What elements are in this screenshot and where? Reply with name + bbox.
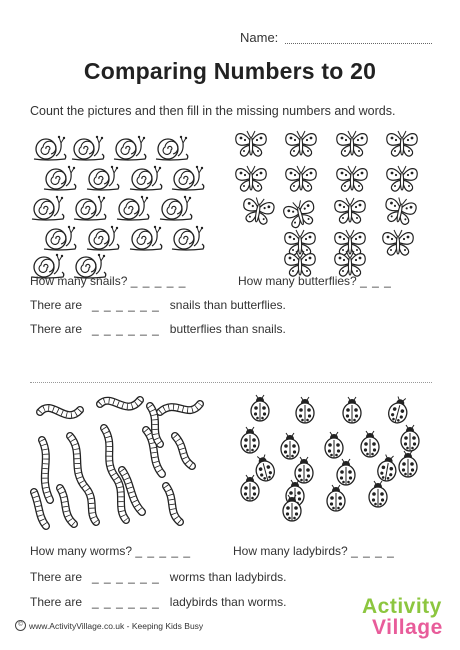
snail-icon [44, 166, 76, 190]
ladybird-icon [327, 485, 345, 511]
ladybird-icon [325, 432, 343, 458]
butterfly-icon [383, 195, 418, 226]
comparison-worms-than-ladybirds [30, 570, 287, 584]
snail-icon [117, 196, 149, 220]
question-label: How many snails? [30, 274, 128, 288]
butterfly-icon [282, 197, 318, 229]
question-label: How many worms? [30, 544, 133, 558]
butterflies-group [236, 131, 418, 276]
there-are-label: There are [30, 595, 83, 609]
question-how-many-butterflies [238, 274, 392, 288]
butterfly-icon [286, 166, 316, 191]
ladybird-icon [337, 459, 355, 485]
ladybird-icon [369, 481, 387, 507]
worm-icon [70, 436, 96, 522]
butterfly-icon [387, 131, 417, 156]
butterfly-icon [335, 230, 365, 255]
answer-blank-worms[interactable]: _ _ _ _ _ [135, 544, 192, 558]
snail-icon [32, 196, 64, 220]
question-how-many-snails [30, 274, 186, 288]
answer-blank-snails[interactable]: _ _ _ _ _ [130, 274, 187, 288]
ladybird-icon [251, 395, 269, 421]
butterfly-icon [335, 198, 365, 223]
worm-icon [34, 492, 46, 526]
ladybird-icon [361, 431, 379, 457]
question-how-many-worms [30, 544, 191, 558]
butterfly-icon [337, 166, 367, 191]
snail-icon [74, 196, 106, 220]
answer-blank-comparison-3[interactable]: _ _ _ _ _ _ [92, 570, 160, 584]
comparison-text: worms than ladybirds. [169, 570, 287, 584]
answer-blank-butterflies[interactable]: _ _ _ [360, 274, 392, 288]
ladybird-icon [281, 433, 299, 459]
butterfly-icon [387, 166, 417, 191]
snail-icon [87, 226, 119, 250]
answer-blank-comparison-1[interactable]: _ _ _ _ _ _ [92, 298, 160, 312]
ladybird-icon [296, 397, 314, 423]
ladybird-icon [386, 395, 410, 425]
comparison-text: ladybirds than worms. [169, 595, 287, 609]
worm-icon [100, 400, 140, 407]
snail-icon [172, 226, 204, 250]
ladybird-icon [343, 397, 361, 423]
instructions: Count the pictures and then fill in the missing numbers and words. [30, 104, 396, 118]
butterfly-icon [285, 251, 315, 276]
section-divider [30, 382, 432, 383]
there-are-label: There are [30, 298, 83, 312]
ladybird-icon [376, 454, 398, 483]
butterfly-icon [337, 131, 367, 156]
ladybird-icon [241, 475, 259, 501]
footer-text: www.ActivityVillage.co.uk - Keeping Kids Busy [29, 620, 204, 631]
snail-icon [44, 226, 76, 250]
comparison-snails-than-butterflies [30, 298, 286, 312]
snail-icon [130, 166, 162, 190]
worm-icon [175, 436, 192, 466]
name-label: Name: [240, 30, 279, 45]
ladybird-icon [252, 453, 276, 483]
question-label: How many ladybirds? [233, 544, 348, 558]
snail-icon [160, 196, 192, 220]
snails-group [32, 136, 204, 278]
copyright-icon: © [15, 620, 26, 631]
worm-icon [166, 486, 180, 522]
butterfly-icon [285, 230, 315, 255]
snail-icon [130, 226, 162, 250]
logo-line-village: Village [372, 616, 443, 639]
answer-blank-comparison-2[interactable]: _ _ _ _ _ _ [92, 322, 160, 336]
snail-icon [156, 136, 188, 160]
snail-icon [87, 166, 119, 190]
ladybird-icon [295, 457, 313, 483]
butterfly-icon [241, 196, 275, 226]
butterfly-icon [286, 131, 316, 156]
comparison-text: butterflies than snails. [169, 322, 286, 336]
ladybirds-group [241, 395, 419, 521]
butterfly-icon [335, 251, 365, 276]
ladybird-icon [399, 451, 417, 477]
butterfly-icon [383, 230, 413, 255]
worms-group [34, 400, 200, 526]
comparison-ladybirds-than-worms [30, 595, 287, 609]
question-label: How many butterflies? [238, 274, 357, 288]
butterfly-icon [236, 166, 266, 191]
worm-icon [40, 408, 80, 415]
snail-icon [172, 166, 204, 190]
footer [15, 620, 203, 631]
snail-icon [34, 136, 66, 160]
worm-icon [160, 404, 200, 412]
worm-icon [42, 440, 50, 500]
ladybird-icon [241, 427, 259, 453]
there-are-label: There are [30, 322, 83, 336]
answer-blank-comparison-4[interactable]: _ _ _ _ _ _ [92, 595, 160, 609]
activity-village-logo [362, 596, 448, 644]
answer-blank-ladybirds[interactable]: _ _ _ _ [351, 544, 395, 558]
there-are-label: There are [30, 570, 83, 584]
comparison-text: snails than butterflies. [169, 298, 286, 312]
comparison-butterflies-than-snails [30, 322, 286, 336]
snail-icon [114, 136, 146, 160]
ladybird-icon [401, 425, 419, 451]
page-title: Comparing Numbers to 20 [83, 58, 377, 84]
snail-icon [72, 136, 104, 160]
question-how-many-ladybirds [233, 544, 395, 558]
butterfly-icon [236, 131, 266, 156]
logo-line-activity: Activity [362, 595, 442, 618]
worm-icon [60, 488, 74, 524]
